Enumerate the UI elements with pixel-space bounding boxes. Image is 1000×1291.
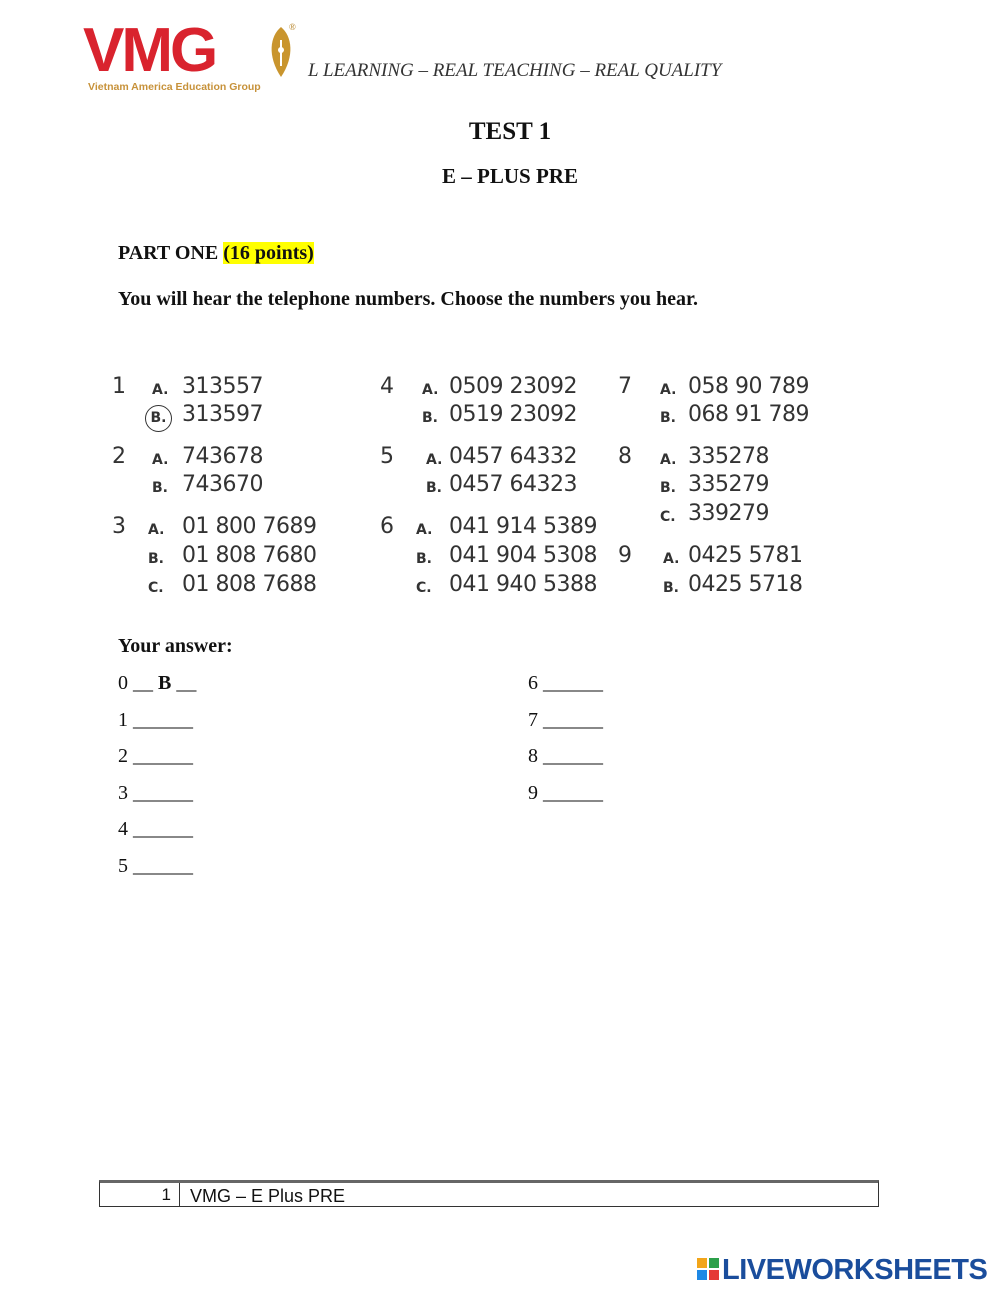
option-value: 058 90 789 [688,374,809,399]
answer-example-blank: __ [133,672,153,694]
option-letter[interactable]: B. [416,551,432,567]
page-footer [99,1180,879,1207]
option-letter[interactable]: B. [660,480,676,496]
answer-number: 2 [118,745,128,767]
slogan: L LEARNING – REAL TEACHING – REAL QUALITY [308,60,722,81]
option-letter[interactable]: B. [148,551,164,567]
answer-item[interactable] [118,745,193,768]
question-number: 9 [618,543,632,568]
pen-nib-icon [266,26,296,78]
blocks-icon [697,1258,719,1280]
option-letter[interactable]: B. [422,410,438,426]
option-value: 313597 [182,402,263,427]
answer-blank[interactable]: ______ [133,855,193,877]
option-value: 068 91 789 [688,402,809,427]
question-number: 3 [112,514,126,539]
answer-item[interactable] [528,709,603,732]
answer-blank[interactable]: ______ [543,672,603,694]
question-number: 1 [112,374,126,399]
logo-subtitle: Vietnam America Education Group [88,81,261,93]
option-letter[interactable]: A. [663,551,680,567]
part-points: (16 points) [223,242,314,264]
answer-number: 9 [528,782,538,804]
question-number: 2 [112,444,126,469]
registered-icon: ® [289,22,296,32]
option-letter[interactable]: B. [663,580,679,596]
question-number: 8 [618,444,632,469]
part-label: PART ONE [118,242,219,264]
option-letter[interactable]: C. [660,509,676,525]
answer-item[interactable] [118,709,193,732]
part-heading [118,242,314,265]
question-number: 5 [380,444,394,469]
option-value: 0457 64332 [449,444,577,469]
answer-number: 1 [118,709,128,731]
option-letter[interactable]: C. [148,580,164,596]
answer-number: 8 [528,745,538,767]
answer-blank[interactable]: ______ [133,745,193,767]
option-letter[interactable]: A. [152,452,169,468]
answer-number: 4 [118,818,128,840]
option-letter[interactable]: B. [660,410,676,426]
option-value: 313557 [182,374,263,399]
vmg-logo [83,16,298,96]
question-number: 4 [380,374,394,399]
answer-heading: Your answer: [118,635,233,657]
answer-item[interactable] [528,782,603,805]
logo-wordmark: VMG [83,16,216,85]
answer-item[interactable] [118,818,193,841]
test-subtitle: E – PLUS PRE [442,164,578,188]
option-letter-circled[interactable]: B. [145,405,172,432]
question-number: 6 [380,514,394,539]
option-value: 743678 [182,444,263,469]
option-value: 041 914 5389 [449,514,597,539]
option-letter[interactable]: A. [148,522,165,538]
option-letter[interactable]: C. [416,580,432,596]
option-letter[interactable]: A. [152,382,169,398]
answer-blank[interactable]: ______ [133,709,193,731]
option-letter[interactable]: B. [426,480,442,496]
option-value: 335279 [688,472,769,497]
answer-number: 7 [528,709,538,731]
option-letter[interactable]: A. [416,522,433,538]
option-value: 0425 5781 [688,543,803,568]
answer-example-value: B [158,672,172,694]
answer-item[interactable] [118,782,193,805]
answer-blank[interactable]: ______ [543,745,603,767]
option-value: 0509 23092 [449,374,577,399]
option-value: 0519 23092 [449,402,577,427]
part-instruction: You will hear the telephone numbers. Choose the numbers you hear. [118,288,699,310]
answer-example-number: 0 [118,672,128,694]
answer-blank[interactable]: ______ [133,782,193,804]
option-value: 743670 [182,472,263,497]
watermark-text: LIVEWORKSHEETS [722,1254,988,1286]
option-value: 01 808 7680 [182,543,317,568]
option-letter[interactable]: A. [422,382,439,398]
test-title: TEST 1 [468,118,552,145]
answer-number: 5 [118,855,128,877]
option-letter[interactable]: A. [426,452,443,468]
answer-number: 3 [118,782,128,804]
option-value: 01 808 7688 [182,572,317,597]
option-value: 0457 64323 [449,472,577,497]
answer-item[interactable] [528,745,603,768]
answer-blank[interactable]: ______ [133,818,193,840]
option-value: 0425 5718 [688,572,803,597]
option-letter[interactable]: A. [660,452,677,468]
answer-example [118,672,196,695]
option-value: 01 800 7689 [182,514,317,539]
option-value: 335278 [688,444,769,469]
answer-item[interactable] [528,672,603,695]
footer-page-number: 1 [100,1183,180,1206]
option-letter[interactable]: A. [660,382,677,398]
answer-example-blank: __ [176,672,197,694]
question-number: 7 [618,374,632,399]
option-value: 041 904 5308 [449,543,597,568]
footer-text: VMG – E Plus PRE [190,1186,346,1206]
option-value: 041 940 5388 [449,572,597,597]
answer-item[interactable] [118,855,193,878]
option-value: 339279 [688,501,769,526]
option-letter[interactable]: B. [152,480,168,496]
answer-blank[interactable]: ______ [543,782,603,804]
answer-blank[interactable]: ______ [543,709,603,731]
answer-number: 6 [528,672,538,694]
